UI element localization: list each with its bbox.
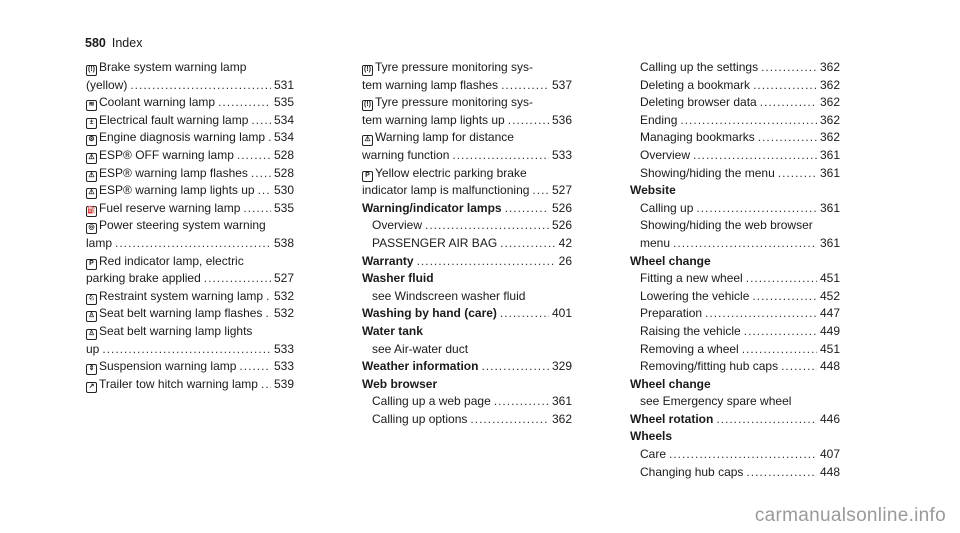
- index-entry: [362, 323, 572, 341]
- index-entry: [362, 305, 572, 323]
- index-entry-text: lamp: [86, 235, 113, 250]
- index-page-link[interactable]: 449: [819, 323, 840, 338]
- index-page-link[interactable]: 526: [551, 200, 572, 215]
- index-page-link[interactable]: 361: [819, 147, 840, 162]
- parking-brake-yellow-icon: P: [362, 171, 373, 182]
- esp-off-icon: ⚠: [86, 153, 97, 164]
- index-entry: [86, 341, 294, 359]
- index-page-link[interactable]: 451: [819, 271, 840, 286]
- dot-leader: [425, 217, 549, 235]
- index-entry-text: see Emergency spare wheel: [640, 394, 792, 409]
- index-entry: [630, 59, 840, 77]
- index-page-link[interactable]: 533: [273, 359, 294, 374]
- page-title: Index: [111, 36, 143, 50]
- index-entry-text: see Air-water duct: [372, 341, 469, 356]
- dot-leader: [251, 165, 271, 183]
- dot-leader: [744, 323, 817, 341]
- index-page-link[interactable]: 528: [273, 147, 294, 162]
- index-entry-text: Lowering the vehicle: [640, 288, 750, 303]
- index-entry-text: Seat belt warning lamp flashes: [99, 306, 263, 321]
- tyre-pressure-icon: (!): [362, 100, 373, 111]
- dot-leader: [237, 147, 271, 165]
- index-column-3: [630, 59, 840, 481]
- index-entry-text: Washing by hand (care): [362, 306, 497, 321]
- index-page-link[interactable]: 531: [273, 77, 294, 92]
- index-page-link[interactable]: 527: [551, 183, 572, 198]
- index-entry-text: Preparation: [640, 306, 703, 321]
- index-entry: [86, 376, 294, 394]
- index-entry-text: Trailer tow hitch warning lamp: [99, 376, 258, 391]
- battery-icon: ±: [86, 118, 97, 129]
- index-entry: [86, 182, 294, 200]
- index-entry: [630, 428, 840, 446]
- index-column-1: [86, 59, 294, 393]
- index-entry: [86, 200, 294, 218]
- index-column-2: [362, 59, 572, 428]
- index-entry-text: Removing/fitting hub caps: [640, 359, 779, 374]
- index-page-link[interactable]: 407: [819, 447, 840, 462]
- coolant-icon: ≋: [86, 100, 97, 111]
- restraint-system-icon: ♘: [86, 294, 97, 305]
- index-entry-text: Care: [640, 447, 667, 462]
- index-entry-text: Suspension warning lamp: [99, 359, 237, 374]
- index-entry: [362, 376, 572, 394]
- index-page-link[interactable]: 329: [551, 359, 572, 374]
- index-entry: [630, 341, 840, 359]
- dot-leader: [470, 411, 549, 429]
- index-page-link[interactable]: 535: [273, 95, 294, 110]
- page-header: [85, 36, 142, 50]
- index-entry: [630, 376, 840, 394]
- index-entry-text: Removing a wheel: [640, 341, 739, 356]
- dot-leader: [258, 182, 271, 200]
- index-entry-text: Overview: [372, 218, 423, 233]
- index-entry: [630, 411, 840, 429]
- index-entry-text: Wheel change: [630, 376, 711, 391]
- index-entry-text: Tyre pressure monitoring sys-: [375, 95, 534, 110]
- index-entry-text: Calling up: [640, 200, 694, 215]
- index-entry: [362, 393, 572, 411]
- watermark: carmanualsonline.info: [754, 505, 946, 526]
- index-page-link[interactable]: 26: [558, 253, 572, 268]
- dot-leader: [505, 200, 549, 218]
- index-entry-text: Seat belt warning lamp lights: [99, 323, 253, 338]
- index-entry: [86, 59, 294, 77]
- index-entry-text: tem warning lamp lights up: [362, 112, 505, 127]
- dot-leader: [705, 305, 817, 323]
- index-entry: [362, 270, 572, 288]
- index-entry: [86, 165, 294, 183]
- index-entry-text: Ending: [640, 112, 678, 127]
- index-entry: [362, 59, 572, 77]
- index-entry: [362, 129, 572, 147]
- dot-leader: [261, 376, 271, 394]
- index-page-link[interactable]: 362: [819, 95, 840, 110]
- dot-leader: [752, 288, 817, 306]
- index-entry-text: Overview: [640, 147, 691, 162]
- index-page-link[interactable]: 527: [273, 271, 294, 286]
- index-entry: [362, 112, 572, 130]
- index-entry-text: Coolant warning lamp: [99, 95, 216, 110]
- index-entry-text: Calling up a web page: [372, 394, 491, 409]
- index-page-link[interactable]: 539: [273, 376, 294, 391]
- dot-leader: [758, 129, 817, 147]
- index-entry: [362, 94, 572, 112]
- dot-leader: [746, 270, 817, 288]
- index-page-link[interactable]: 42: [558, 235, 572, 250]
- index-entry-text: Brake system warning lamp: [99, 60, 247, 74]
- index-entry: [630, 77, 840, 95]
- index-page-link[interactable]: 530: [273, 183, 294, 198]
- index-entry-text: Fitting a new wheel: [640, 271, 743, 286]
- index-entry: [630, 270, 840, 288]
- index-entry: [630, 129, 840, 147]
- index-entry: [630, 112, 840, 130]
- index-page-link[interactable]: 526: [551, 218, 572, 233]
- index-entry-text: Yellow electric parking brake: [375, 165, 527, 180]
- index-entry-text: Wheels: [630, 429, 673, 444]
- index-entry-text: Weather information: [362, 359, 479, 374]
- index-entry-text: Deleting browser data: [640, 95, 757, 110]
- dot-leader: [494, 393, 549, 411]
- index-entry-text: Wheel rotation: [630, 411, 714, 426]
- index-entry: [86, 112, 294, 130]
- steering-icon: ◎: [86, 223, 97, 234]
- index-page-link[interactable]: 361: [819, 200, 840, 215]
- dot-leader: [753, 77, 817, 95]
- index-entry-text: Electrical fault warning lamp: [99, 112, 249, 127]
- index-entry: [362, 235, 572, 253]
- dot-leader: [102, 341, 271, 359]
- index-entry-text: up: [86, 341, 100, 356]
- index-entry-text: Washer fluid: [362, 271, 434, 286]
- dot-leader: [239, 358, 271, 376]
- index-entry: [362, 253, 572, 271]
- dot-leader: [266, 288, 271, 306]
- index-page-link[interactable]: 361: [551, 394, 572, 409]
- index-entry: [630, 288, 840, 306]
- index-entry: [630, 253, 840, 271]
- index-entry: [86, 323, 294, 341]
- dot-leader: [761, 59, 817, 77]
- index-entry-text: indicator lamp is malfunctioning: [362, 183, 530, 198]
- index-entry-text: Warning/indicator lamps: [362, 200, 502, 215]
- index-entry: [86, 253, 294, 271]
- index-page-link[interactable]: 361: [819, 165, 840, 180]
- index-entry: [86, 77, 294, 95]
- index-entry: [630, 305, 840, 323]
- suspension-icon: ⇕: [86, 364, 97, 375]
- index-entry-text: see Windscreen washer fluid: [372, 288, 526, 303]
- esp-icon: ⚠: [86, 171, 97, 182]
- index-entry: [86, 270, 294, 288]
- index-entry: [630, 165, 840, 183]
- index-entry: [362, 147, 572, 165]
- index-entry: [86, 235, 294, 253]
- index-entry: [86, 288, 294, 306]
- index-page-link[interactable]: 536: [551, 112, 572, 127]
- dot-leader: [500, 235, 555, 253]
- dot-leader: [746, 464, 817, 482]
- dot-leader: [742, 341, 817, 359]
- index-entry: [630, 200, 840, 218]
- index-entry-text: Web browser: [362, 376, 438, 391]
- esp-icon: ⚠: [86, 188, 97, 199]
- index-entry-text: PASSENGER AIR BAG: [372, 235, 498, 250]
- dot-leader: [508, 112, 549, 130]
- dot-leader: [532, 182, 549, 200]
- index-page-link[interactable]: 401: [551, 306, 572, 321]
- index-entry: [362, 358, 572, 376]
- seat-belt-icon: ♙: [86, 329, 97, 340]
- seat-belt-icon: ♙: [86, 311, 97, 322]
- dot-leader: [760, 94, 817, 112]
- engine-icon: ⚙: [86, 135, 97, 146]
- dot-leader: [696, 200, 817, 218]
- index-entry: [86, 358, 294, 376]
- index-entry-text: Fuel reserve warning lamp: [99, 200, 241, 215]
- dot-leader: [501, 77, 549, 95]
- index-page-link[interactable]: 535: [273, 200, 294, 215]
- dot-leader: [693, 147, 817, 165]
- index-entry-text: (yellow): [86, 77, 128, 92]
- index-page-link[interactable]: 451: [819, 341, 840, 356]
- dot-leader: [778, 165, 817, 183]
- dot-leader: [680, 112, 817, 130]
- index-entry-text: Wheel change: [630, 253, 711, 268]
- index-entry-text: Calling up options: [372, 411, 468, 426]
- index-page-link[interactable]: 534: [273, 130, 294, 145]
- dot-leader: [251, 112, 271, 130]
- index-page-link[interactable]: 362: [819, 112, 840, 127]
- index-entry-text: Power steering system warning: [99, 218, 266, 233]
- index-page-link[interactable]: 538: [273, 235, 294, 250]
- dot-leader: [500, 305, 549, 323]
- index-entry: [630, 393, 840, 411]
- index-page-link[interactable]: 362: [819, 130, 840, 145]
- index-entry: [362, 200, 572, 218]
- index-entry: [630, 358, 840, 376]
- index-entry: [362, 288, 572, 306]
- dot-leader: [673, 235, 817, 253]
- dot-leader: [265, 305, 271, 323]
- index-entry-text: parking brake applied: [86, 271, 201, 286]
- index-entry-text: Raising the vehicle: [640, 323, 741, 338]
- index-entry-text: Restraint system warning lamp: [99, 288, 264, 303]
- index-page-link[interactable]: 452: [819, 288, 840, 303]
- dot-leader: [204, 270, 271, 288]
- index-page-link[interactable]: 447: [819, 306, 840, 321]
- index-page-link[interactable]: 362: [819, 77, 840, 92]
- index-entry-text: menu: [640, 235, 671, 250]
- index-page-link[interactable]: 448: [819, 464, 840, 479]
- index-entry: [630, 323, 840, 341]
- index-page-link[interactable]: 528: [273, 165, 294, 180]
- index-entry-text: Showing/hiding the web browser: [640, 218, 813, 233]
- page-number: 580: [85, 36, 106, 50]
- index-entry-text: Warning lamp for distance: [375, 130, 514, 145]
- index-entry: [630, 147, 840, 165]
- index-entry-text: tem warning lamp flashes: [362, 77, 499, 92]
- index-page-link[interactable]: 361: [819, 235, 840, 250]
- index-entry-text: ESP® warning lamp flashes: [99, 165, 248, 180]
- index-entry-text: Deleting a bookmark: [640, 77, 751, 92]
- index-entry-text: Engine diagnosis warning lamp: [99, 130, 266, 145]
- index-entry-text: Calling up the settings: [640, 60, 759, 74]
- index-entry-text: Red indicator lamp, electric: [99, 253, 244, 268]
- index-entry: [362, 77, 572, 95]
- index-entry: [630, 446, 840, 464]
- dot-leader: [268, 129, 271, 147]
- index-entry-text: ESP® warning lamp lights up: [99, 183, 255, 198]
- index-entry: [86, 147, 294, 165]
- trailer-hitch-icon: ↗: [86, 382, 97, 393]
- index-entry: [630, 182, 840, 200]
- dot-leader: [417, 253, 556, 271]
- index-page-link[interactable]: 362: [819, 60, 840, 74]
- index-entry-text: Warranty: [362, 253, 414, 268]
- index-entry: [86, 217, 294, 235]
- index-page-link[interactable]: 532: [273, 288, 294, 303]
- index-entry: [362, 217, 572, 235]
- index-page-link[interactable]: 533: [551, 147, 572, 162]
- index-entry-text: Water tank: [362, 323, 423, 338]
- index-page-link[interactable]: 446: [819, 411, 840, 426]
- index-entry: [86, 129, 294, 147]
- index-entry: [86, 94, 294, 112]
- index-entry: [630, 235, 840, 253]
- dot-leader: [130, 77, 271, 95]
- dot-leader: [243, 200, 271, 218]
- parking-brake-icon: P: [86, 259, 97, 270]
- index-entry-text: Changing hub caps: [640, 464, 744, 479]
- distance-warning-icon: ⚠: [362, 135, 373, 146]
- index-page-link[interactable]: 448: [819, 359, 840, 374]
- tyre-pressure-icon: (!): [362, 65, 373, 76]
- index-entry-text: Showing/hiding the menu: [640, 165, 775, 180]
- index-entry: [362, 165, 572, 183]
- brake-system-warning-icon: (!): [86, 65, 97, 76]
- index-entry: [630, 94, 840, 112]
- dot-leader: [452, 147, 549, 165]
- index-entry: [362, 182, 572, 200]
- index-page-link[interactable]: 533: [273, 341, 294, 356]
- index-page-link[interactable]: 534: [273, 112, 294, 127]
- dot-leader: [481, 358, 549, 376]
- index-entry: [86, 305, 294, 323]
- index-page-link[interactable]: 532: [273, 306, 294, 321]
- dot-leader: [781, 358, 817, 376]
- fuel-icon: ⛽: [86, 206, 97, 217]
- dot-leader: [716, 411, 817, 429]
- index-entry-text: Managing bookmarks: [640, 130, 755, 145]
- index-entry-text: ESP® OFF warning lamp: [99, 147, 234, 162]
- index-entry: [630, 464, 840, 482]
- index-entry-text: warning function: [362, 147, 450, 162]
- dot-leader: [218, 94, 271, 112]
- index-entry: [630, 217, 840, 235]
- index-page-link[interactable]: 362: [551, 411, 572, 426]
- index-page-link[interactable]: 537: [551, 77, 572, 92]
- dot-leader: [115, 235, 271, 253]
- index-entry-text: Website: [630, 183, 676, 198]
- index-entry: [362, 411, 572, 429]
- dot-leader: [669, 446, 817, 464]
- index-entry-text: Tyre pressure monitoring sys-: [375, 60, 534, 74]
- index-entry: [362, 341, 572, 359]
